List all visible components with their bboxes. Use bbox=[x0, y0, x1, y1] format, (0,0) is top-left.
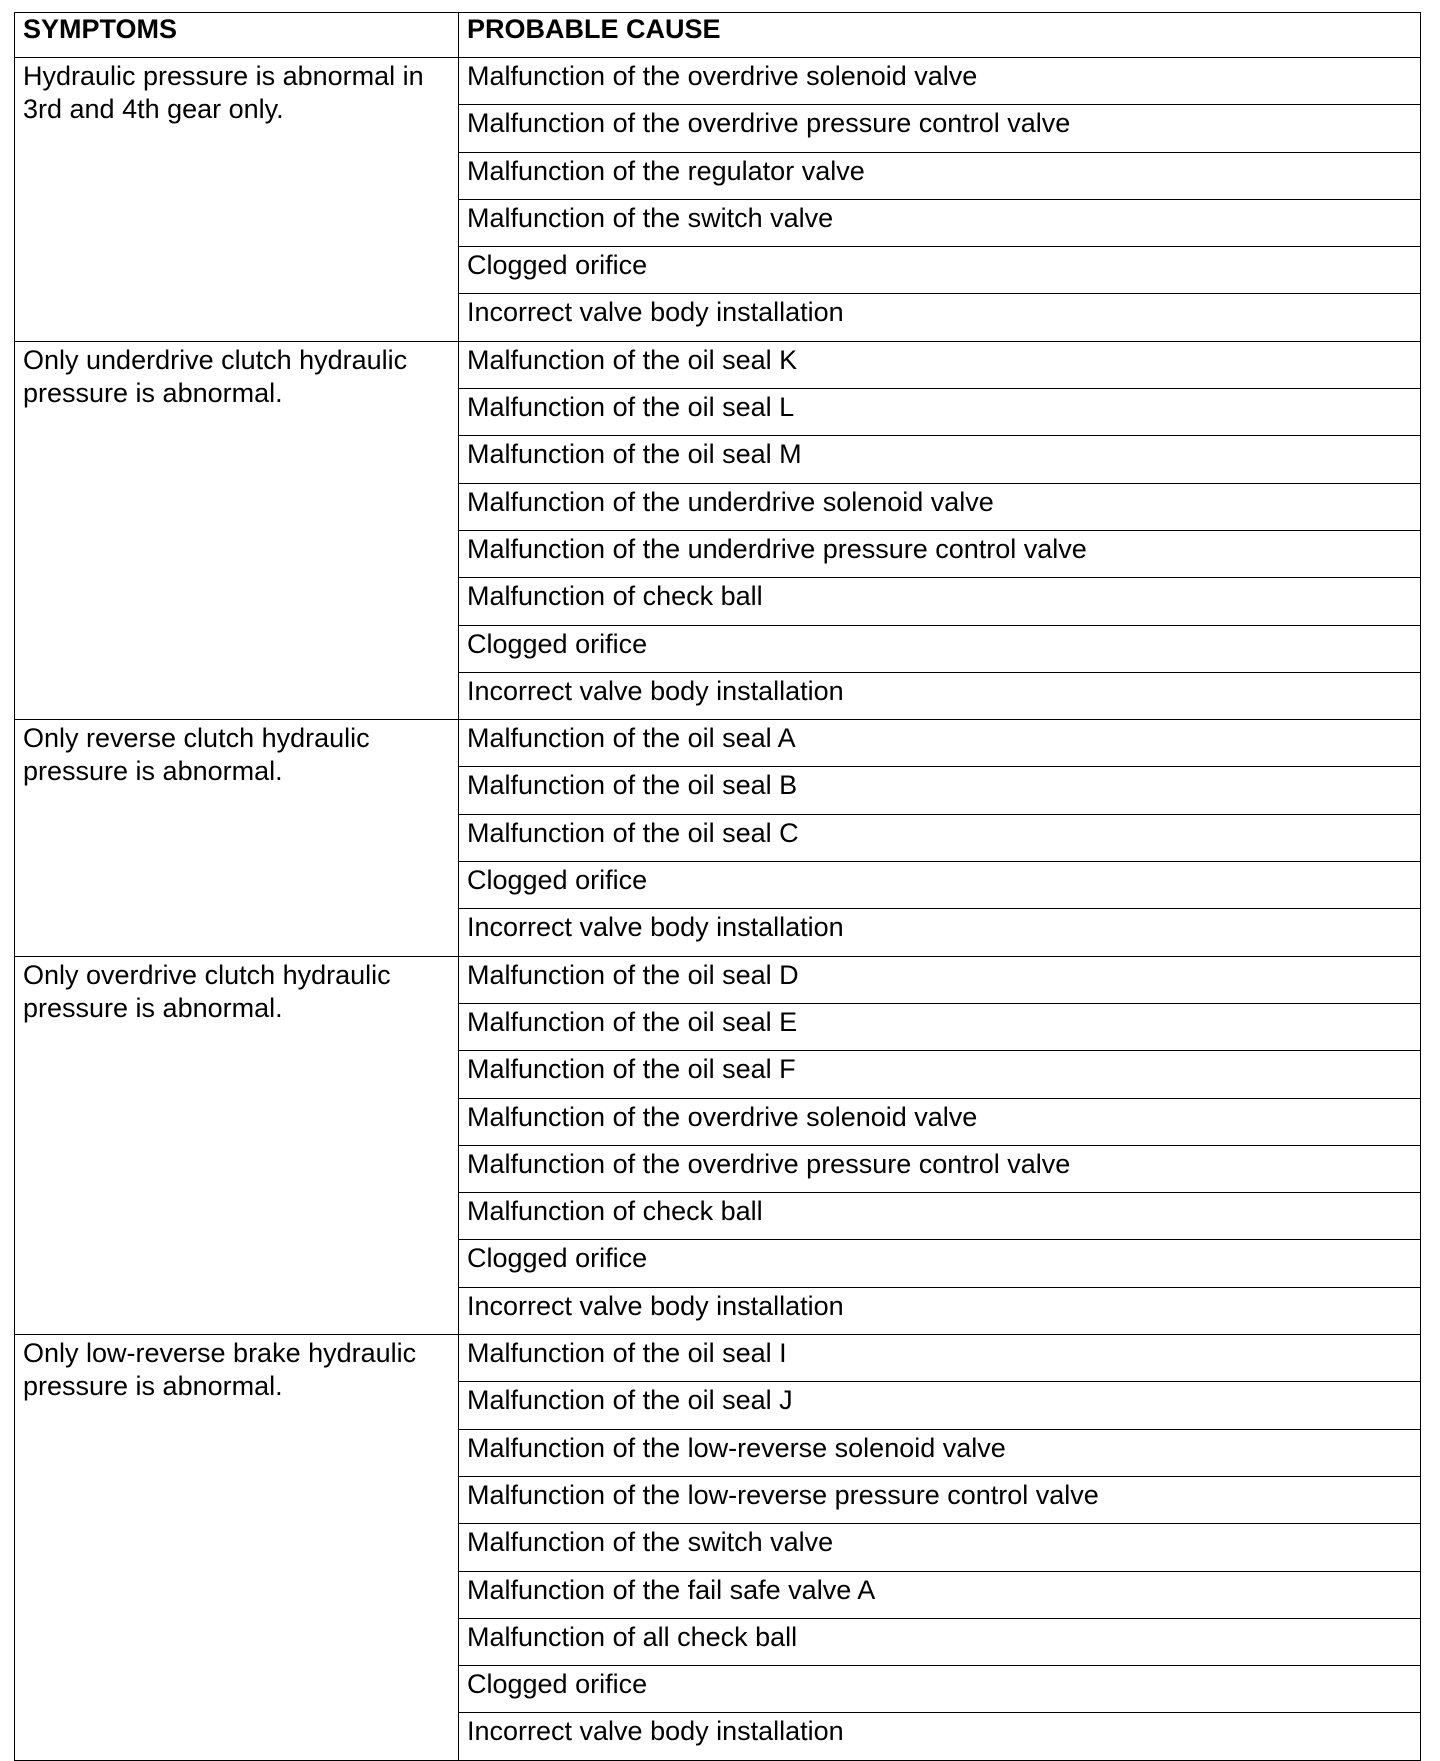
probable-cause-cell: Malfunction of the oil seal F bbox=[459, 1051, 1421, 1098]
probable-cause-cell: Malfunction of the oil seal D bbox=[459, 956, 1421, 1003]
probable-cause-cell: Malfunction of the oil seal J bbox=[459, 1382, 1421, 1429]
probable-cause-cell: Malfunction of the oil seal B bbox=[459, 767, 1421, 814]
symptom-cell: Only reverse clutch hydraulic pressure is abnormal. bbox=[15, 720, 459, 956]
probable-cause-cell: Malfunction of the oil seal L bbox=[459, 389, 1421, 436]
probable-cause-cell: Malfunction of the oil seal I bbox=[459, 1335, 1421, 1382]
probable-cause-cell: Malfunction of the overdrive pressure control valve bbox=[459, 1145, 1421, 1192]
probable-cause-cell: Clogged orifice bbox=[459, 625, 1421, 672]
probable-cause-cell: Malfunction of the low-reverse solenoid valve bbox=[459, 1429, 1421, 1476]
table-row bbox=[15, 1335, 1421, 1382]
header-row bbox=[15, 13, 1421, 58]
symptom-cell: Only underdrive clutch hydraulic pressure is abnormal. bbox=[15, 341, 459, 719]
symptom-cell: Hydraulic pressure is abnormal in 3rd and 4th gear only. bbox=[15, 58, 459, 342]
probable-cause-header: PROBABLE CAUSE bbox=[459, 13, 1421, 58]
probable-cause-cell: Incorrect valve body installation bbox=[459, 1713, 1421, 1760]
probable-cause-cell: Malfunction of the oil seal C bbox=[459, 814, 1421, 861]
probable-cause-cell: Malfunction of check ball bbox=[459, 578, 1421, 625]
probable-cause-cell: Incorrect valve body installation bbox=[459, 294, 1421, 341]
probable-cause-cell: Malfunction of check ball bbox=[459, 1193, 1421, 1240]
probable-cause-cell: Malfunction of the oil seal K bbox=[459, 341, 1421, 388]
table-header bbox=[15, 13, 1421, 58]
probable-cause-cell: Malfunction of the underdrive pressure control valve bbox=[459, 530, 1421, 577]
probable-cause-cell: Malfunction of the fail safe valve A bbox=[459, 1571, 1421, 1618]
probable-cause-cell: Malfunction of the regulator valve bbox=[459, 152, 1421, 199]
probable-cause-cell: Malfunction of the overdrive pressure control valve bbox=[459, 105, 1421, 152]
probable-cause-cell: Malfunction of the oil seal A bbox=[459, 720, 1421, 767]
probable-cause-cell: Clogged orifice bbox=[459, 1240, 1421, 1287]
troubleshooting-table bbox=[14, 12, 1421, 1761]
probable-cause-cell: Clogged orifice bbox=[459, 247, 1421, 294]
table-body bbox=[15, 58, 1421, 1761]
probable-cause-cell: Malfunction of the oil seal M bbox=[459, 436, 1421, 483]
symptom-cell: Only overdrive clutch hydraulic pressure is abnormal. bbox=[15, 956, 459, 1334]
probable-cause-cell: Malfunction of the oil seal E bbox=[459, 1003, 1421, 1050]
table-row bbox=[15, 956, 1421, 1003]
probable-cause-cell: Malfunction of all check ball bbox=[459, 1618, 1421, 1665]
probable-cause-cell: Incorrect valve body installation bbox=[459, 1287, 1421, 1334]
probable-cause-cell: Incorrect valve body installation bbox=[459, 672, 1421, 719]
symptoms-header: SYMPTOMS bbox=[15, 13, 459, 58]
probable-cause-cell: Malfunction of the low-reverse pressure control valve bbox=[459, 1476, 1421, 1523]
probable-cause-cell: Malfunction of the switch valve bbox=[459, 199, 1421, 246]
probable-cause-cell: Malfunction of the switch valve bbox=[459, 1524, 1421, 1571]
probable-cause-cell: Malfunction of the overdrive solenoid valve bbox=[459, 1098, 1421, 1145]
table-row bbox=[15, 341, 1421, 388]
probable-cause-cell: Malfunction of the underdrive solenoid valve bbox=[459, 483, 1421, 530]
probable-cause-cell: Clogged orifice bbox=[459, 1666, 1421, 1713]
probable-cause-cell: Clogged orifice bbox=[459, 862, 1421, 909]
probable-cause-cell: Malfunction of the overdrive solenoid valve bbox=[459, 58, 1421, 105]
symptom-cell: Only low-reverse brake hydraulic pressure is abnormal. bbox=[15, 1335, 459, 1761]
table-row bbox=[15, 58, 1421, 105]
probable-cause-cell: Incorrect valve body installation bbox=[459, 909, 1421, 956]
table-row bbox=[15, 720, 1421, 767]
